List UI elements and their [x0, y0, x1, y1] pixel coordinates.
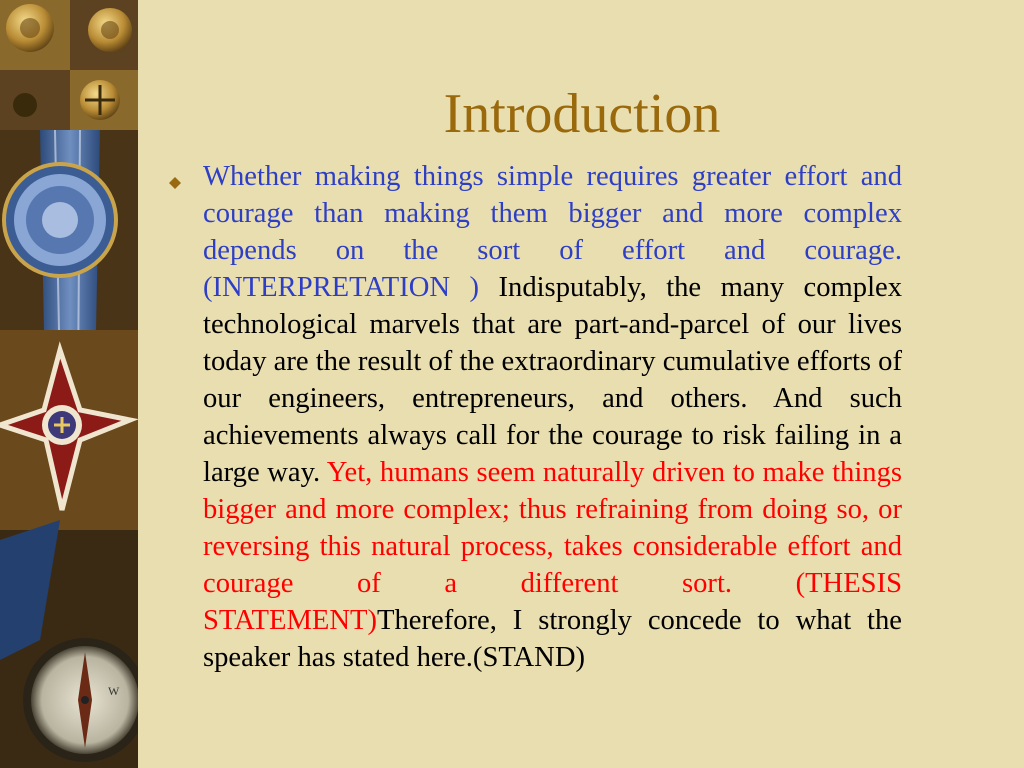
decorative-side-image [0, 0, 138, 768]
intro-paragraph [203, 158, 902, 676]
interpretation-text: Whether making things simple requires greater effort and courage than making them bigger and more complex depends on the sort of effort and courage. (INTERPRETATION ) [203, 161, 902, 303]
thesis-text: Yet, humans seem naturally driven to make things bigger and more complex; thus refraining from doing so, or reversing this natural process, takes considerable effort and courage of a different sort. (THESIS STATEMENT) [203, 457, 902, 636]
ribbon-rosette-icon [4, 164, 116, 276]
diamond-bullet-icon [169, 176, 181, 188]
stand-text: Therefore, I strongly concede to what the speaker has stated here.(STAND) [203, 605, 902, 673]
supporting-text: Indisputably, the many complex technological marvels that are part-and-parcel of our lives today are the result of the extraordinary cumulative efforts of our engineers, entrepreneurs, and others. And such achievements always call for the courage to risk failing in a large way. [203, 272, 902, 488]
button-tile-icon [0, 0, 138, 130]
svg-text:W: W [108, 684, 120, 698]
medal-cross-icon [0, 330, 138, 530]
slide-title: Introduction [443, 83, 721, 145]
